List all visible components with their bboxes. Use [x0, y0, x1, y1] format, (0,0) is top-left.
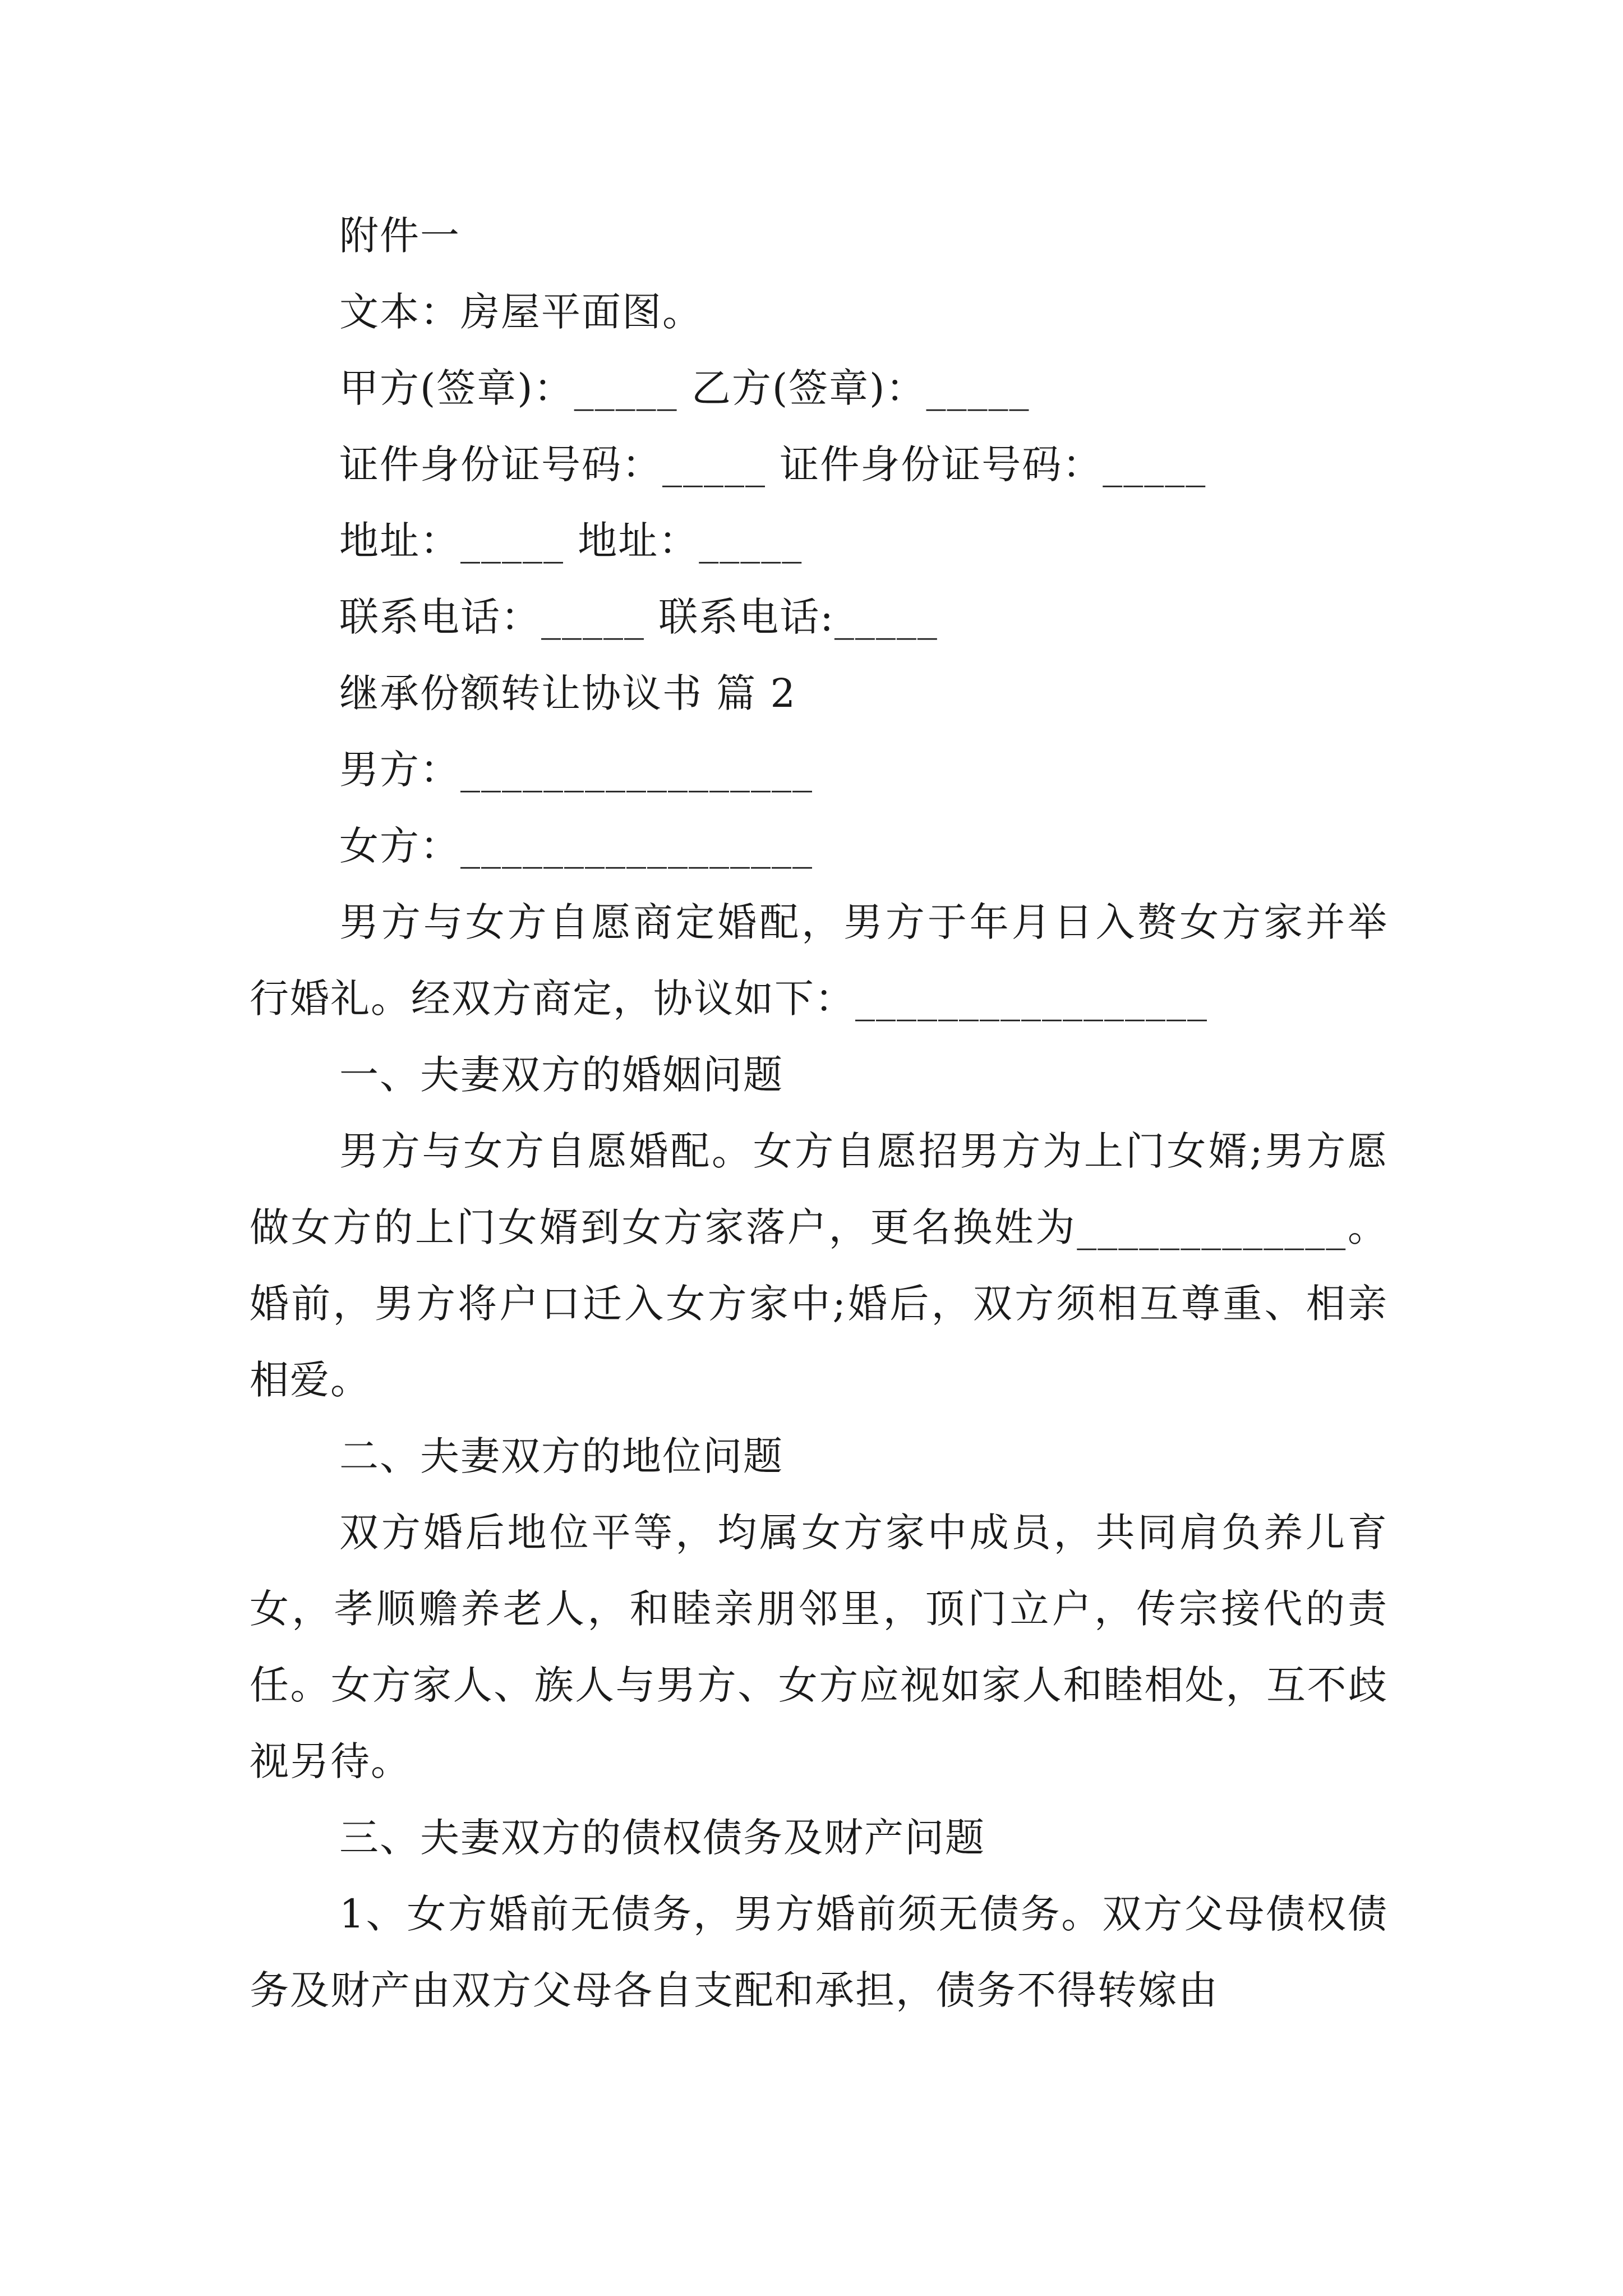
- signature-line: 甲方(签章)：_____ 乙方(签章)：_____: [339, 365, 1030, 411]
- attachment-heading: 附件一: [339, 213, 460, 259]
- clause-body-debts: 1、女方婚前无债务，男方婚前须无债务。双方父母债权债务及财产由双方父母各自支配和承担，债务不得转嫁由: [250, 1891, 1388, 2013]
- address-line: 地址：_____ 地址：_____: [339, 518, 803, 564]
- phone-line: 联系电话：_____ 联系电话:_____: [339, 594, 938, 640]
- clause-body-marriage: 男方与女方自愿婚配。女方自愿招男方为上门女婿;男方愿做女方的上门女婿到女方家落户，更名换姓为_____________。婚前，男方将户口迁入女方家中;婚后，双方须相互尊重、相亲相爱。: [250, 1128, 1388, 1403]
- clause-body-status: 双方婚后地位平等，均属女方家中成员，共同肩负养儿育女，孝顺赡养老人，和睦亲朋邻里，顶门立户，传宗接代的责任。女方家人、族人与男方、女方应视如家人和睦相处，互不歧视另待。: [250, 1510, 1388, 1784]
- text-line-floor-plan: 文本：房屋平面图。: [339, 289, 703, 335]
- clause-heading-status: 二、夫妻双方的地位问题: [339, 1433, 783, 1479]
- male-party-line: 男方：_________________: [339, 747, 813, 793]
- clause-heading-debts: 三、夫妻双方的债权债务及财产问题: [339, 1815, 985, 1861]
- document-body: [250, 197, 1388, 2028]
- intro-paragraph: 男方与女方自愿商定婚配，男方于年月日入赘女方家并举行婚礼。经双方商定，协议如下：_________________: [250, 899, 1388, 1022]
- section-title: 继承份额转让协议书 篇 2: [339, 670, 797, 716]
- clause-heading-marriage: 一、夫妻双方的婚姻问题: [339, 1052, 783, 1098]
- female-party-line: 女方：_________________: [339, 823, 813, 869]
- id-number-line: 证件身份证号码：_____ 证件身份证号码：_____: [339, 441, 1207, 487]
